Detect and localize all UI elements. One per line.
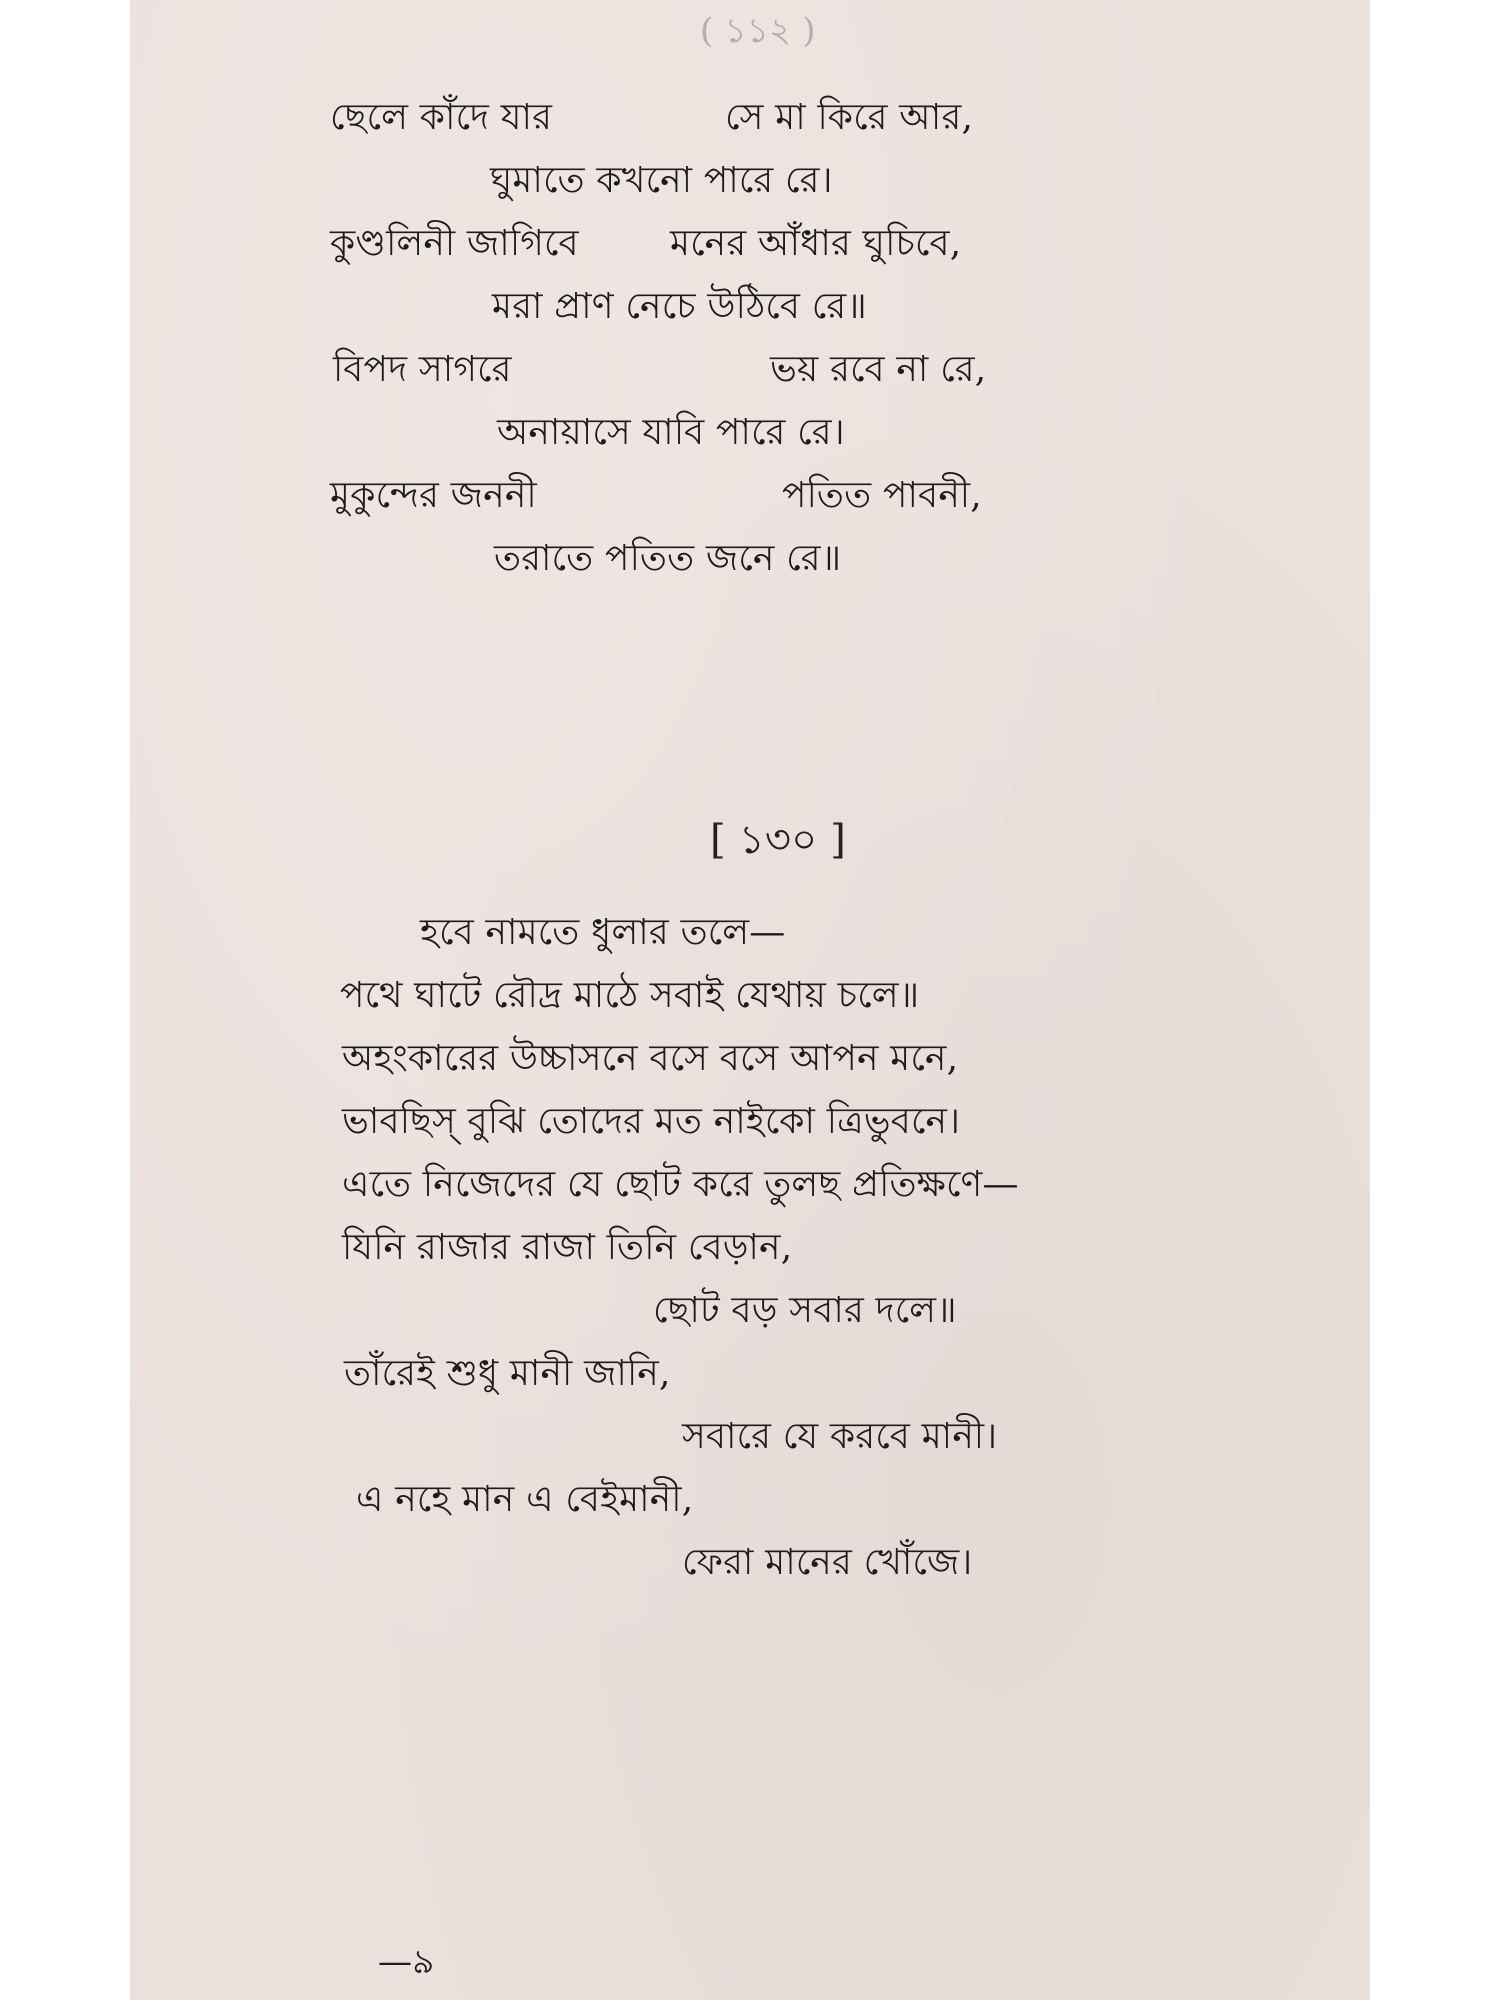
verse-line: এ নহে মান এ বেইমানী, (356, 1479, 694, 1520)
verse-line: মরা প্রাণ নেচে উঠিবে রে॥ (492, 286, 867, 327)
verse-line: ছেলে কাঁদে যার (330, 97, 553, 138)
verse-line: পথে ঘাটে রৌদ্র মাঠে সবাই যেথায় চলে॥ (340, 975, 920, 1016)
signature-mark: —৯ (378, 1942, 435, 1982)
verse-line: ফেরা মানের খোঁজে। (682, 1542, 973, 1583)
verse-line: হবে নামতে ধুলার তলে— (420, 912, 786, 953)
verse-line: কুণ্ডলিনী জাগিবে (330, 223, 579, 264)
verse-line: সবারে যে করবে মানী। (682, 1416, 998, 1457)
verse-line: পতিত পাবনী, (782, 475, 982, 516)
verse-line: তাঁরেই শুধু মানী জানি, (344, 1353, 671, 1394)
verse-line: ভাবছিস্ বুঝি তোদের মত নাইকো ত্রিভুবনে। (342, 1101, 961, 1142)
page-number: ( ১১২ ) (700, 11, 816, 51)
verse-line: সে মা কিরে আর, (725, 97, 974, 138)
verse-line: যিনি রাজার রাজা তিনি বেড়ান, (342, 1227, 793, 1268)
verse-line: বিপদ সাগরে (333, 349, 512, 390)
verse-line: ঘুমাতে কখনো পারে রে। (490, 160, 833, 201)
verse-line: তরাতে পতিত জনে রে॥ (494, 538, 842, 579)
verse-line: মনের আঁধার ঘুচিবে, (670, 223, 962, 264)
song-number: [ ১৩০ ] (710, 817, 847, 863)
verse-line: অনায়াসে যাবি পারে রে। (497, 412, 845, 453)
verse-line: ছোট বড় সবার দলে॥ (653, 1290, 957, 1331)
verse-line: অহংকারের উচ্চাসনে বসে বসে আপন মনে, (342, 1038, 959, 1079)
verse-line: ভয় রবে না রে, (770, 349, 987, 390)
verse-line: মুকুন্দের জননী (330, 475, 537, 516)
verse-line: এতে নিজেদের যে ছোট করে তুলছ প্রতিক্ষণে— (342, 1164, 1019, 1205)
book-page (130, 0, 1370, 2000)
